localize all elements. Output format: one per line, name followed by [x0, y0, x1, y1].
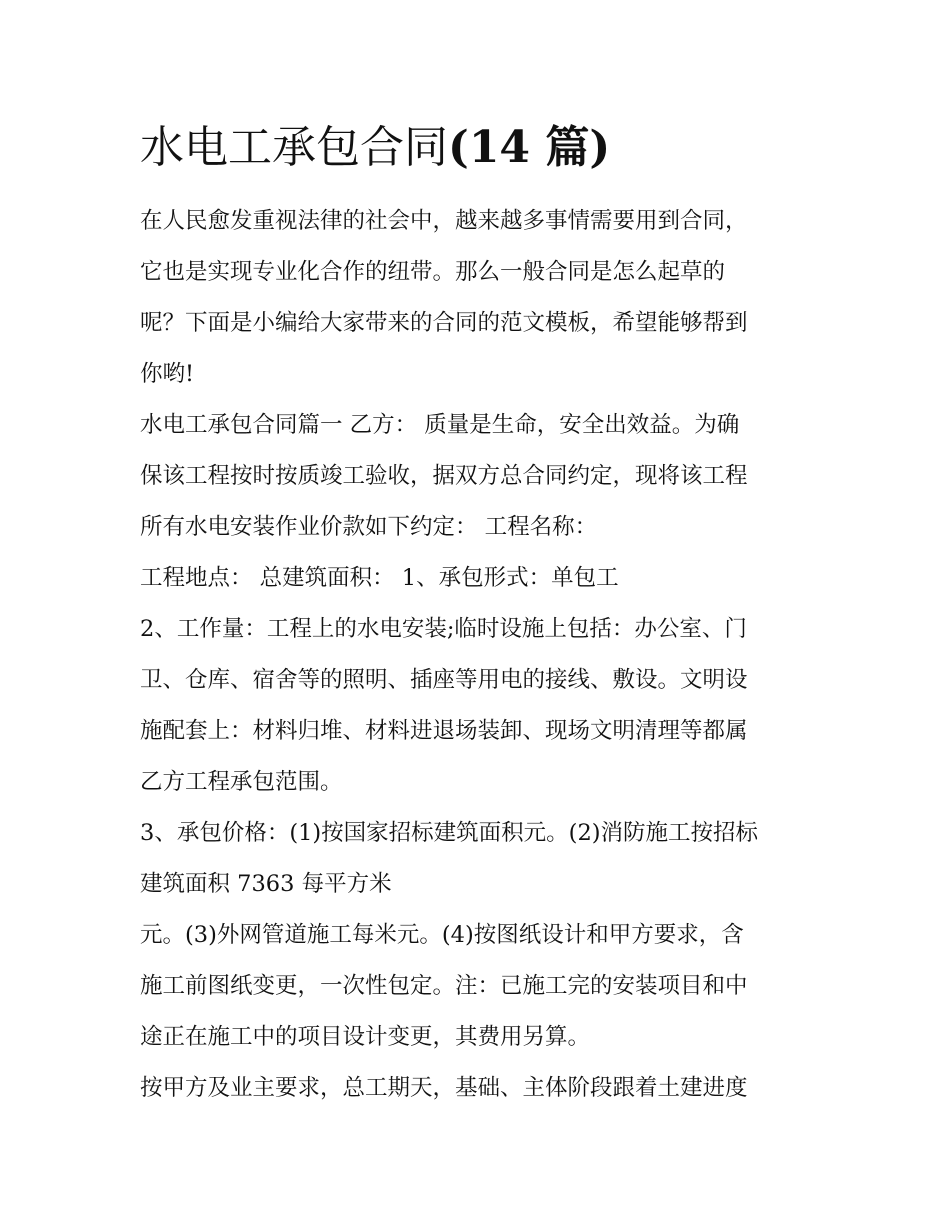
body-line: 工程地点： 总建筑面积： 1、承包形式：单包工 [140, 565, 619, 591]
body-line: 施工前图纸变更，一次性包定。注：已施工完的安装项目和中 [140, 973, 748, 999]
body-line: 按甲方及业主要求，总工期天，基础、主体阶段跟着土建进度 [140, 1075, 748, 1101]
body-line: 呢？下面是小编给大家带来的合同的范文模板，希望能够帮到 [140, 310, 748, 336]
document-body [140, 196, 815, 1114]
body-line: 水电工承包合同篇一 乙方： 质量是生命，安全出效益。为确 [140, 412, 740, 438]
body-line: 它也是实现专业化合作的纽带。那么一般合同是怎么起草的 [140, 259, 726, 285]
title-suffix: (14 篇) [448, 122, 611, 173]
body-line: 施配套上：材料归堆、材料进退场装卸、现场文明清理等都属 [140, 718, 748, 744]
body-line: 途正在施工中的项目设计变更，其费用另算。 [140, 1024, 591, 1050]
body-line: 所有水电安装作业价款如下约定： 工程名称： [140, 514, 598, 540]
body-line: 保该工程按时按质竣工验收，据双方总合同约定，现将该工程 [140, 463, 748, 489]
body-line: 你哟! [140, 361, 195, 387]
title-main: 水电工承包合同 [140, 122, 448, 173]
body-line: 2、工作量：工程上的水电安装;临时设施上包括：办公室、门 [140, 616, 747, 642]
body-line: 3、承包价格：(1)按国家招标建筑面积元。(2)消防施工按招标 [140, 820, 759, 846]
body-line: 建筑面积 7363 每平方米 [140, 871, 392, 897]
page-title [140, 118, 610, 178]
body-line: 乙方工程承包范围。 [140, 769, 343, 795]
body-line: 元。(3)外网管道施工每米元。(4)按图纸设计和甲方要求，含 [140, 922, 744, 948]
body-line: 卫、仓库、宿舍等的照明、插座等用电的接线、敷设。文明设 [140, 667, 748, 693]
body-line: 在人民愈发重视法律的社会中，越来越多事情需要用到合同， [140, 208, 748, 234]
